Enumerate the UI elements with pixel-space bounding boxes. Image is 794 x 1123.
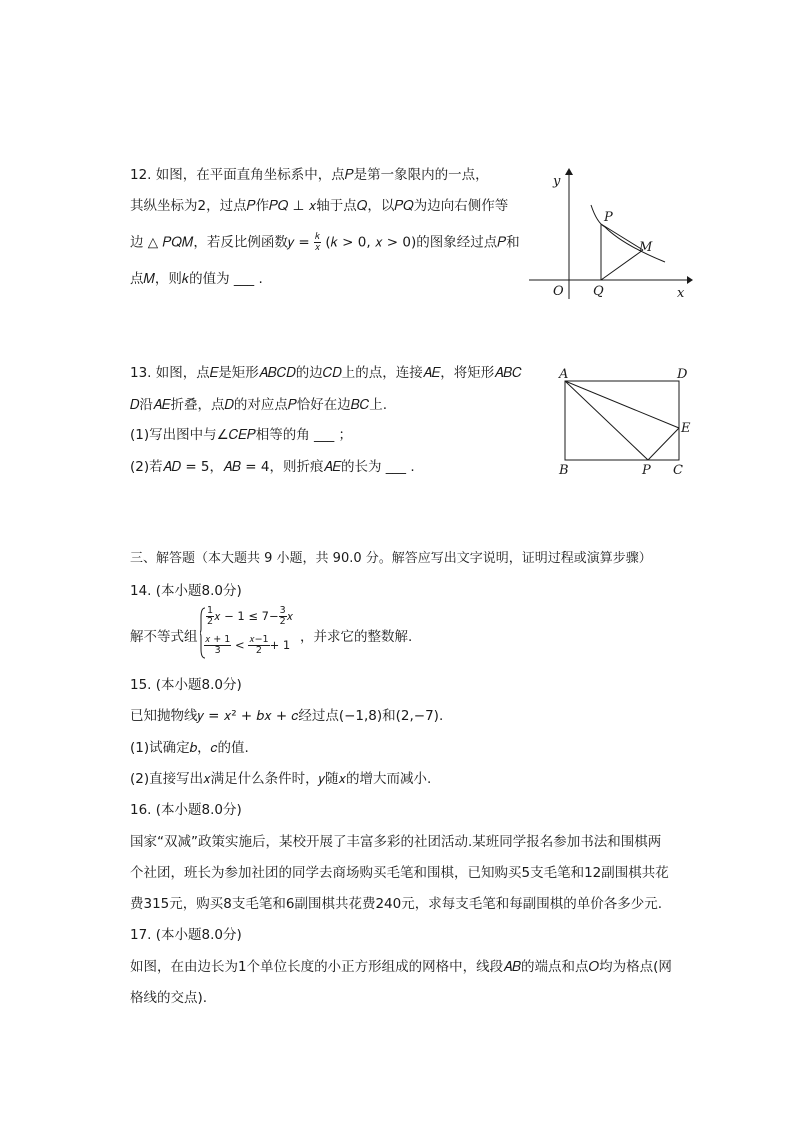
denominator: 2 — [207, 616, 214, 627]
q16-line-3: 费315元，购买8支毛笔和6副围棋共花费240元，求每支毛笔和每副围棋的单价各多少元. — [130, 896, 663, 912]
label-x: x — [677, 286, 685, 301]
segment-ap — [565, 381, 648, 460]
frac-x-plus-1-over-3 — [204, 635, 231, 656]
segment-qm — [601, 250, 643, 280]
q13-line-4: (2)若𝐴𝐷 = 5，𝐴𝐵 = 4，则折痕𝐴𝐸的长为 ___ . — [130, 459, 415, 475]
label-c: C — [673, 463, 683, 478]
numerator: 1 — [207, 605, 214, 616]
row1-middle: 𝑥 − 1 ≤ 7− — [214, 609, 279, 623]
label-q: Q — [593, 284, 604, 299]
numerator: 𝑥−1 — [249, 634, 269, 645]
frac-one-half — [206, 606, 214, 627]
label-a: A — [559, 367, 569, 382]
frac-three-halves — [279, 606, 287, 627]
q17-line-2: 格线的交点). — [130, 990, 208, 1006]
q13-line-3: (1)写出图中与∠𝐶𝐸𝑃相等的角 ___ ； — [130, 427, 353, 443]
q12-line-2: 其纵坐标为2，过点𝑃作𝑃𝑄 ⊥ 𝑥轴于点𝑄，以𝑃𝑄为边向右侧作等 — [130, 198, 509, 214]
q13-line-2: 𝐷沿𝐴𝐸折叠，点𝐷的对应点𝑃恰好在边𝐵𝐶上. — [130, 397, 388, 413]
label-o: O — [553, 284, 564, 299]
row1-end: 𝑥 — [286, 609, 294, 623]
q15-line-2: (1)试确定𝑏，𝑐的值. — [130, 740, 249, 756]
q15-header: 15. (本小题8.0分) — [130, 677, 242, 693]
q16-header: 16. (本小题8.0分) — [130, 802, 242, 818]
k-over-x-fraction — [314, 232, 321, 253]
q16-line-2: 个社团，班长为参加社团的同学去商场购买毛笔和围棋，已知购买5支毛笔和12副围棋共花 — [130, 865, 669, 881]
q14-suffix: ，并求它的整数解. — [300, 629, 413, 645]
q16-line-1: 国家“双减”政策实施后，某校开展了丰富多彩的社团活动.某班同学报名参加书法和围棋两 — [130, 834, 662, 850]
q15-line-3: (2)直接写出𝑥满足什么条件时，𝑦随𝑥的增大而减小. — [130, 771, 432, 787]
q14-header: 14. (本小题8.0分) — [130, 583, 242, 599]
q12-line-3-end: (𝑘 > 0, 𝑥 > 0)的图象经过点𝑃和 — [325, 234, 520, 251]
q12-line-1: 12. 如图，在平面直角坐标系中，点𝑃是第一象限内的一点， — [130, 167, 489, 183]
q13-line-1: 13. 如图，点𝐸是矩形𝐴𝐵𝐶𝐷的边𝐶𝐷上的点，连接𝐴𝐸，将矩形𝐴𝐵𝐶 — [130, 365, 522, 381]
denominator: 3 — [214, 645, 221, 656]
denominator: 2 — [255, 645, 262, 656]
q15-line-1: 已知抛物线𝑦 = 𝑥² + 𝑏𝑥 + 𝑐经过点(−1,8)和(2,−7). — [130, 708, 444, 724]
q12-line-3 — [130, 232, 520, 253]
hyperbola-curve — [591, 205, 665, 262]
label-d: D — [677, 367, 688, 382]
label-p: P — [604, 210, 613, 225]
label-b: B — [559, 463, 569, 478]
inequality-row-2 — [204, 635, 290, 656]
y-axis-arrow — [565, 168, 573, 175]
q12-line-3-start: 边 △ 𝑃𝑄𝑀，若反比例函数𝑦 = — [130, 234, 310, 251]
q12-line-4: 点𝑀，则𝑘的值为 ___ . — [130, 271, 263, 287]
segment-pe — [648, 428, 679, 460]
section-3-heading: 三、解答题（本大题共 9 小题，共 90.0 分。解答应写出文字说明，证明过程或演算步骤） — [130, 551, 652, 566]
frac-x-minus-1-over-2 — [248, 635, 269, 656]
q13-rectangle-figure — [555, 364, 695, 479]
x-axis-arrow — [687, 276, 693, 284]
inequality-row-1 — [206, 606, 293, 627]
label-e: E — [681, 421, 691, 436]
q17-line-1: 如图，在由边长为1个单位长度的小正方形组成的网格中，线段𝐴𝐵的端点和点𝑂均为格点(网 — [130, 959, 672, 975]
fraction-denominator: 𝑥 — [314, 242, 321, 253]
row2-middle: < — [231, 638, 249, 652]
numerator: 𝑥 + 1 — [205, 634, 231, 645]
denominator: 2 — [279, 616, 286, 627]
segment-ae — [565, 381, 679, 428]
numerator: 3 — [279, 605, 286, 616]
q17-header: 17. (本小题8.0分) — [130, 927, 242, 943]
row2-end: + 1 — [269, 638, 291, 652]
label-y: y — [553, 174, 561, 189]
fraction-numerator: 𝑘 — [315, 231, 321, 242]
segment-pm — [601, 224, 643, 250]
q12-coordinate-figure — [525, 165, 695, 303]
q14-prefix: 解不等式组 — [130, 629, 198, 645]
label-p: P — [642, 463, 651, 478]
label-m: M — [639, 240, 653, 255]
